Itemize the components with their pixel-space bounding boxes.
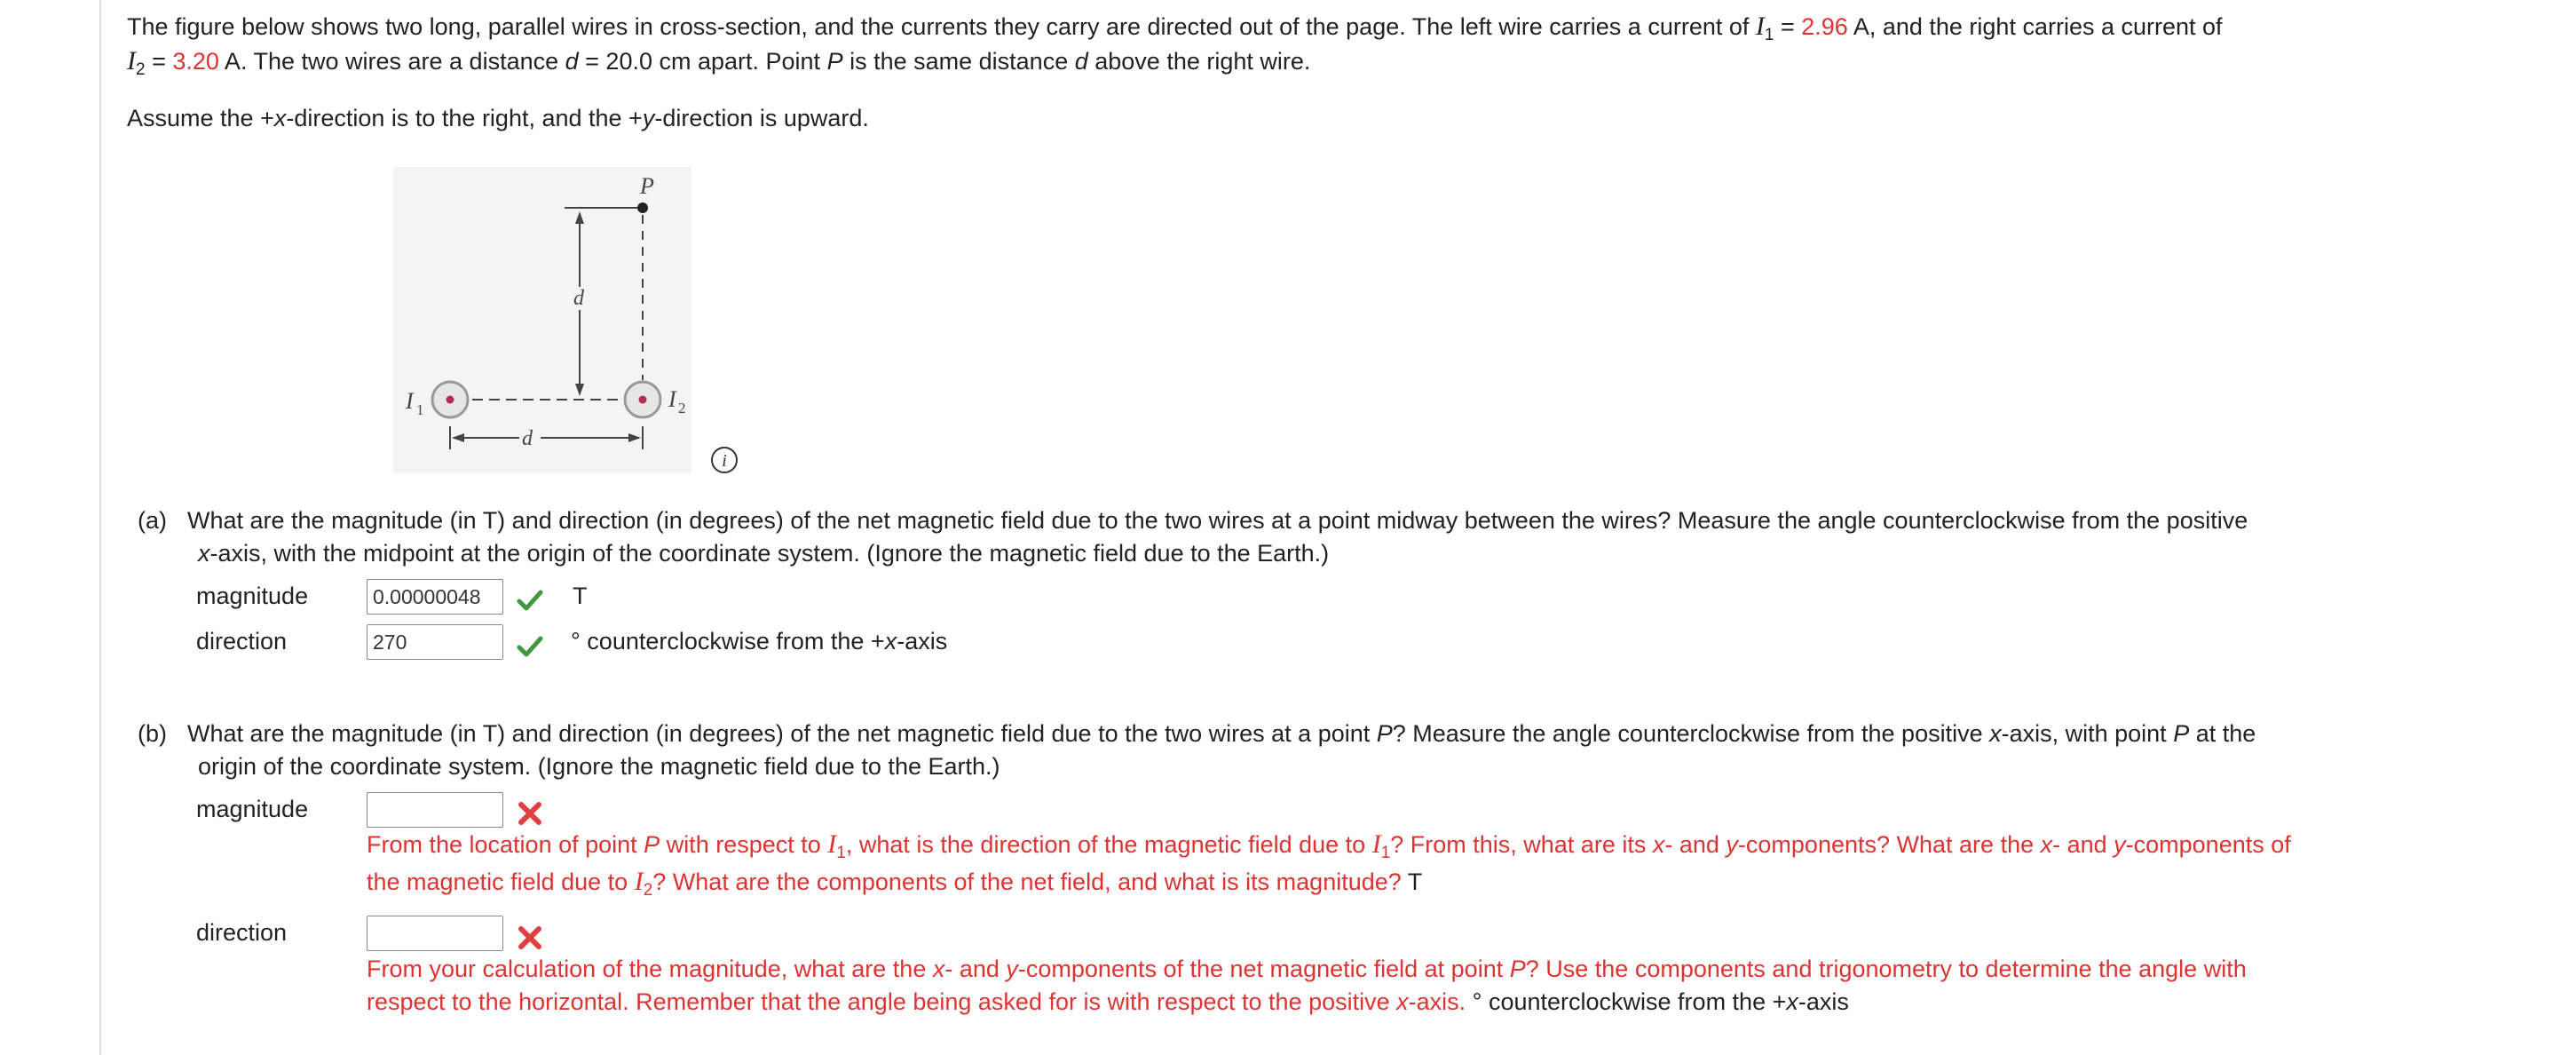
wire-diagram [393,167,691,473]
assume-text: Assume the + [127,105,274,131]
hint-text: -components? What are the [1737,831,2041,858]
p-symbol: P [1509,956,1526,982]
arrow-head-left [452,433,464,442]
part-b-question: -axis, with point [2001,720,2174,747]
hint-text: - and [944,956,1007,982]
part-a-question: -axis, with the midpoint at the origin of the coordinate system. (Ignore the magnetic field due to the Earth.) [209,540,1330,567]
hint-text: - and [1664,831,1727,858]
left-border [99,0,101,1055]
equals: = [145,48,173,75]
svg-text:i: i [722,451,727,471]
i2-subscript: 2 [136,60,146,79]
wire-i1-dot [446,396,454,404]
arrow-head-right [628,433,641,442]
part-b-direction-unit: ° counterclockwise from the + [1472,988,1787,1015]
x-symbol: x [932,956,945,982]
intro-text: A, and the right carries a current of [1847,13,2223,40]
x-symbol: x [2040,831,2053,858]
cross-icon [516,924,544,952]
part-b-question: at the [2189,720,2256,747]
hint-text: From your calculation of the magnitude, what are the [367,956,933,982]
label-i1-sub: 1 [416,401,424,418]
i1-subscript: 1 [1380,844,1391,862]
d-symbol: d [1074,48,1088,75]
hint-text: ? Use the components and trigonometry to determine the angle with [1525,956,2247,982]
hint-text: -components of [2125,831,2291,858]
part-a-direction-label: direction [196,628,288,654]
assumption-line [127,102,869,135]
part-b-question: ? Measure the angle counterclockwise from the positive [1392,720,1990,747]
x-symbol: x [198,540,210,567]
hint-text: ? What are the components of the net field, and what is its magnitude? [652,869,1402,895]
part-b-magnitude-unit: T [1407,869,1423,895]
x-symbol: x [884,628,897,654]
i1-symbol: I [1755,12,1765,41]
part-b-label: (b) [138,720,167,747]
hint-text: ? From this, what are its [1390,831,1653,858]
part-a-question: What are the magnitude (in T) and direction (in degrees) of the net magnetic field due to the two wires at a point midway between the wires? Measure the angle counterclockwise from the positive [187,507,2248,534]
part-a-magnitude-unit: T [573,583,588,609]
part-a-magnitude-input[interactable]: 0.00000048 [367,579,503,615]
part-a-question-line-1 [127,504,2248,537]
part-b-direction-label: direction [196,919,288,946]
check-icon [516,586,544,615]
point-p [637,202,648,213]
hint-text: From the location of point [367,831,644,858]
hint-text: with respect to [660,831,828,858]
check-icon [516,632,544,661]
intro-line-1 [127,10,2223,44]
i1-symbol: I [827,829,837,859]
i2-symbol: I [634,867,644,896]
intro-text: is the same distance [842,48,1075,75]
x-symbol: x [1396,988,1409,1015]
p-symbol: P [826,48,843,75]
label-d-horizontal: d [522,427,533,450]
label-d-vertical: d [573,287,584,310]
i1-value: 2.96 [1801,13,1848,40]
wire-figure [393,167,691,473]
label-i2-sub: 2 [678,400,686,416]
intro-text: A. The two wires are a distance [218,48,565,75]
i1-subscript: 1 [836,844,846,862]
intro-text: above the right wire. [1087,48,1311,75]
x-symbol: x [273,105,287,131]
part-b-magnitude-input[interactable] [367,792,503,828]
part-b-direction-unit: -axis [1798,988,1849,1015]
x-symbol: x [1786,988,1798,1015]
intro-text: The figure below shows two long, parallel wires in cross-section, and the currents they carry are directed out of the page. The left wire carries a current of [127,13,1756,40]
hint-text: -axis. [1408,988,1466,1015]
i1-symbol: I [1371,829,1381,859]
part-a-question-line-2 [198,537,1329,570]
assume-text: -direction is upward. [654,105,869,131]
part-b-magnitude-hint-line-2 [367,865,1422,899]
part-b-magnitude-label: magnitude [196,796,309,822]
i2-subscript: 2 [643,881,653,900]
i2-symbol: I [127,46,136,75]
label-i2: I [668,386,676,412]
part-b-direction-input[interactable] [367,916,503,951]
y-symbol: y [2114,831,2126,858]
label-i1: I [406,388,414,414]
unit-text: ° counterclockwise from the + [571,628,885,654]
cross-icon [516,799,544,828]
unit-text: -axis [897,628,948,654]
x-symbol: x [1989,720,2002,747]
part-a-direction-unit [571,628,947,655]
part-a-direction-input[interactable]: 270 [367,624,503,660]
p-symbol: P [1376,720,1393,747]
hint-text: -components of the net magnetic field at point [1017,956,1510,982]
arrow-head-down [575,384,584,396]
y-symbol: y [642,105,655,131]
p-symbol: P [2173,720,2190,747]
hint-text: the magnetic field due to [367,869,635,895]
part-a-label: (a) [138,507,167,534]
p-symbol: P [644,831,660,858]
part-b-magnitude-hint-line-1 [367,828,2291,861]
d-symbol: d [565,48,579,75]
part-b-question-line-2: origin of the coordinate system. (Ignore the magnetic field due to the Earth.) [198,753,1000,780]
intro-line-2 [127,44,1310,78]
label-p: P [640,173,654,199]
arrow-head-up [575,211,584,224]
part-a-magnitude-label: magnitude [196,583,309,609]
intro-text: = 20.0 cm apart. Point [578,48,827,75]
assume-text: -direction is to the right, and the + [286,105,643,131]
equals: = [1774,13,1802,40]
info-icon[interactable] [710,446,739,474]
x-symbol: x [1652,831,1665,858]
part-b-direction-hint-line-1 [367,953,2247,986]
i1-subscript: 1 [1764,26,1774,44]
i2-value: 3.20 [172,48,219,75]
y-symbol: y [1726,831,1738,858]
wire-i2-dot [639,396,647,404]
hint-text: , what is the direction of the magnetic field due to [845,831,1372,858]
hint-text: respect to the horizontal. Remember that the angle being asked for is with respect to the positive [367,988,1397,1015]
part-b-question: What are the magnitude (in T) and direction (in degrees) of the net magnetic field due to the two wires at a point [187,720,1377,747]
part-b-direction-hint-line-2 [367,986,1849,1019]
y-symbol: y [1006,956,1018,982]
hint-text: - and [2052,831,2114,858]
part-b-question-line-1 [127,718,2256,750]
